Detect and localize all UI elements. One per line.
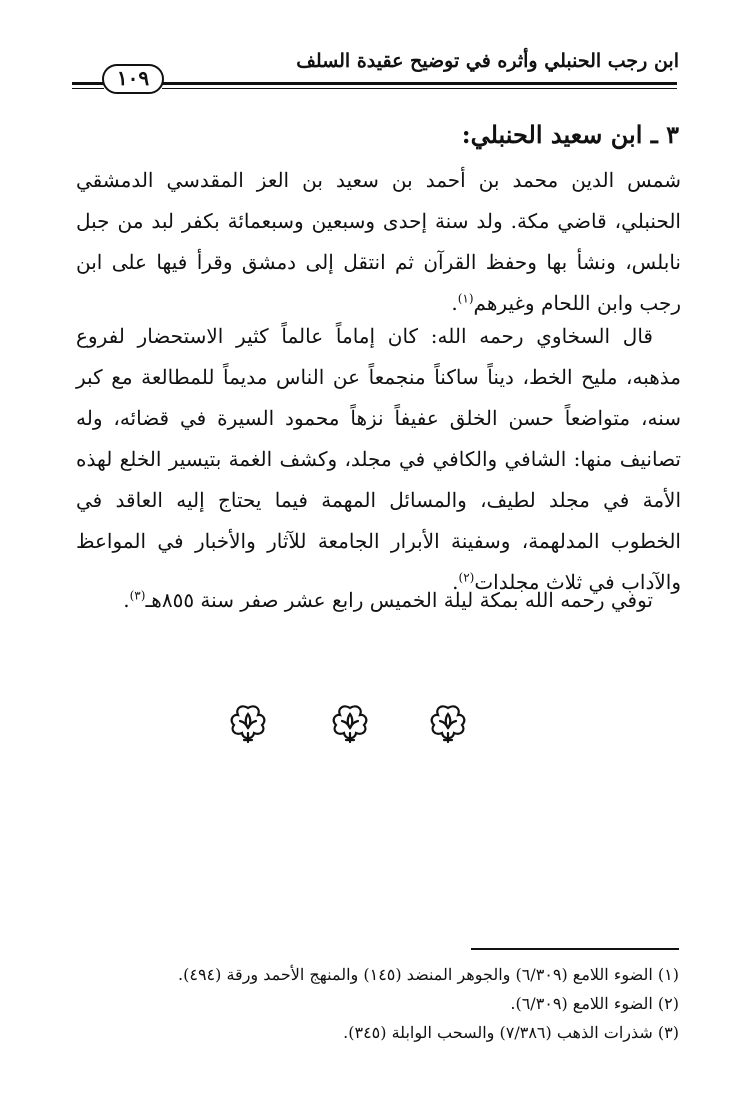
- footnote-reference: (٢): [458, 570, 475, 585]
- biography-paragraph: [76, 160, 681, 324]
- section-heading: ٣ ـ ابن سعيد الحنبلي:: [461, 120, 679, 149]
- paragraph-text: توفي رحمه الله بمكة ليلة الخميس رابع عشر صفر سنة ٨٥٥هـ: [145, 588, 653, 612]
- header-rule: [162, 88, 677, 89]
- fleuron-icon: [225, 700, 271, 746]
- header-rule: [162, 82, 677, 85]
- header-rule: [72, 88, 104, 89]
- fleuron-icon: [425, 700, 471, 746]
- page-number: ١٠٩: [102, 64, 164, 94]
- quotation-paragraph: [76, 316, 681, 603]
- footnote-reference: (٣): [129, 588, 146, 603]
- footnote-reference: (١): [457, 291, 474, 306]
- sentence-end: .: [451, 291, 458, 315]
- footnotes: [74, 960, 679, 1047]
- paragraph-text: شمس الدين محمد بن أحمد بن سعيد بن العز المقدسي الدمشقي الحنبلي، قاضي مكة. ولد سنة إحدى وسبعين وسبعمائة بكفر لبد من جبل نابلس، ونشأ بها وحفظ القرآن ثم انتقل إلى دمشق وقرأ فيها على ابن رجب وابن اللحام وغيرهم: [76, 168, 681, 315]
- footnote-1: (١) الضوء اللامع (٦/٣٠٩) والجوهر المنضد (١٤٥) والمنهج الأحمد ورقة (٤٩٤).: [178, 965, 679, 984]
- running-title: ابن رجب الحنبلي وأثره في توضيح عقيدة السلف: [296, 50, 679, 72]
- header-rule: [72, 82, 104, 85]
- sentence-end: .: [452, 570, 459, 594]
- sentence-end: .: [123, 588, 130, 612]
- footnote-2: (٢) الضوء اللامع (٦/٣٠٩).: [510, 994, 679, 1013]
- footnote-separator: [471, 948, 679, 950]
- section-divider-ornaments: [225, 700, 475, 746]
- footnote-3: (٣) شذرات الذهب (٧/٣٨٦) والسحب الوابلة (٣٤٥).: [343, 1023, 679, 1042]
- fleuron-icon: [327, 700, 373, 746]
- death-paragraph: [76, 580, 681, 621]
- paragraph-text: قال السخاوي رحمه الله: كان إماماً عالماً كثير الاستحضار لفروع مذهبه، مليح الخط، ديناً ساكناً منجمعاً عن الناس مديماً للمطالعة مع كبر سنه، متواضعاً حسن الخلق عفيفاً نزهاً محمود السيرة في قضائه، وله تصانيف منها: الشافي والكافي في مجلد، وكشف الغمة بتيسير الخلع لهذه الأمة في مجلد لطيف، والمسائل المهمة فيما يحتاج إليه العاقد في الخطوب المدلهمة، وسفينة الأبرار الجامعة للآثار والأخبار في المواعظ والآداب في ثلاث مجلدات: [76, 324, 681, 594]
